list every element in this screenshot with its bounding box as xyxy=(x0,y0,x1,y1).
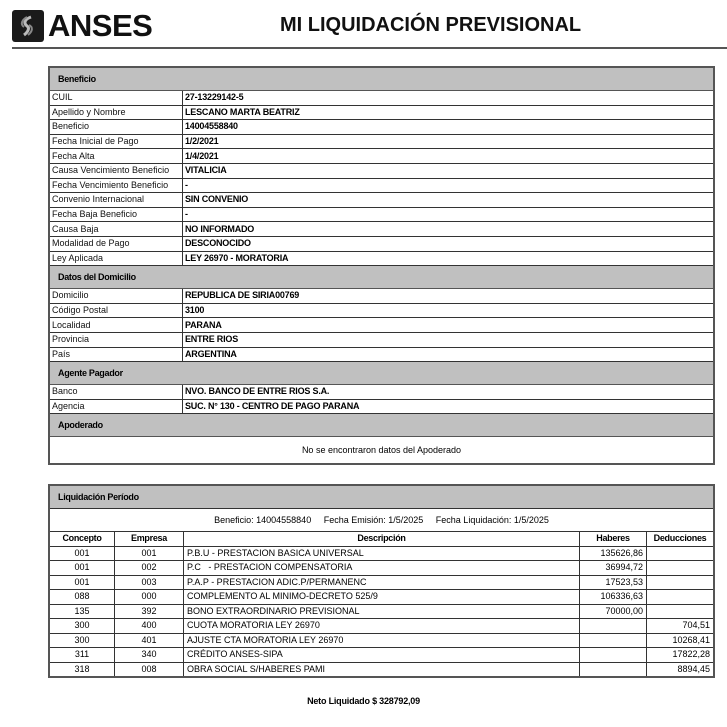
info-row xyxy=(49,105,714,120)
field-value: LESCANO MARTA BEATRIZ xyxy=(183,105,715,120)
cell-deducciones xyxy=(647,561,715,576)
cell-haberes xyxy=(580,648,647,663)
field-label: País xyxy=(49,347,183,362)
section-header-apoderado xyxy=(49,414,714,437)
column-header-haberes: Haberes xyxy=(580,532,647,547)
section-header-agente xyxy=(49,362,714,385)
liquidation-table xyxy=(48,484,715,678)
document-header xyxy=(0,0,727,50)
info-row xyxy=(49,332,714,347)
liquidation-row xyxy=(49,575,714,590)
section-title: Datos del Domicilio xyxy=(49,266,714,289)
cell-descripcion: AJUSTE CTA MORATORIA LEY 26970 xyxy=(184,633,580,648)
cell-empresa: 400 xyxy=(115,619,184,634)
info-row xyxy=(49,347,714,362)
beneficiary-info-table xyxy=(48,66,715,465)
field-label: Provincia xyxy=(49,332,183,347)
cell-descripcion: COMPLEMENTO AL MINIMO-DECRETO 525/9 xyxy=(184,590,580,605)
field-label: Beneficio xyxy=(49,120,183,135)
cell-empresa: 401 xyxy=(115,633,184,648)
field-value: LEY 26970 - MORATORIA xyxy=(183,251,715,266)
cell-empresa: 000 xyxy=(115,590,184,605)
info-row xyxy=(49,178,714,193)
field-value: NVO. BANCO DE ENTRE RIOS S.A. xyxy=(183,385,715,400)
cell-haberes: 70000,00 xyxy=(580,604,647,619)
field-value: 27-13229142-5 xyxy=(183,91,715,106)
field-label: Domicilio xyxy=(49,289,183,304)
field-label: Modalidad de Pago xyxy=(49,236,183,251)
field-value: SUC. N° 130 - CENTRO DE PAGO PARANA xyxy=(183,399,715,414)
info-row xyxy=(49,134,714,149)
section-header-beneficio xyxy=(49,67,714,91)
cell-concepto: 300 xyxy=(49,619,115,634)
liquidation-row xyxy=(49,648,714,663)
liquidation-row xyxy=(49,590,714,605)
field-value: 1/4/2021 xyxy=(183,149,715,164)
cell-descripcion: CRÉDITO ANSES-SIPA xyxy=(184,648,580,663)
field-label: Código Postal xyxy=(49,303,183,318)
info-row xyxy=(49,163,714,178)
cell-descripcion: BONO EXTRAORDINARIO PREVISIONAL xyxy=(184,604,580,619)
cell-concepto: 318 xyxy=(49,662,115,677)
cell-deducciones: 17822,28 xyxy=(647,648,715,663)
info-row xyxy=(49,207,714,222)
liquidation-row xyxy=(49,561,714,576)
anses-logo xyxy=(12,8,152,44)
cell-deducciones: 10268,41 xyxy=(647,633,715,648)
cell-deducciones: 8894,45 xyxy=(647,662,715,677)
field-value: PARANA xyxy=(183,318,715,333)
field-value: DESCONOCIDO xyxy=(183,236,715,251)
cell-concepto: 001 xyxy=(49,561,115,576)
cell-concepto: 001 xyxy=(49,546,115,561)
section-title: Agente Pagador xyxy=(49,362,714,385)
logo-text: ANSES xyxy=(48,8,153,43)
field-label: Agencia xyxy=(49,399,183,414)
cell-concepto: 088 xyxy=(49,590,115,605)
info-row xyxy=(49,193,714,208)
info-row xyxy=(49,236,714,251)
cell-descripcion: CUOTA MORATORIA LEY 26970 xyxy=(184,619,580,634)
field-label: Fecha Alta xyxy=(49,149,183,164)
cell-deducciones xyxy=(647,546,715,561)
field-label: Convenio Internacional xyxy=(49,193,183,208)
liquidation-row xyxy=(49,604,714,619)
cell-descripcion: P.A.P - PRESTACION ADIC.P/PERMANENC xyxy=(184,575,580,590)
cell-haberes: 106336,63 xyxy=(580,590,647,605)
info-row xyxy=(49,399,714,414)
column-header-concepto: Concepto xyxy=(49,532,115,547)
field-value: ARGENTINA xyxy=(183,347,715,362)
cell-descripcion: OBRA SOCIAL S/HABERES PAMI xyxy=(184,662,580,677)
cell-empresa: 392 xyxy=(115,604,184,619)
cell-empresa: 340 xyxy=(115,648,184,663)
section-title: Apoderado xyxy=(49,414,714,437)
header-divider xyxy=(12,47,727,49)
liquidation-row xyxy=(49,633,714,648)
fecha-emision: Fecha Emisión: 1/5/2025 xyxy=(323,514,424,525)
field-label: Causa Baja xyxy=(49,222,183,237)
field-value: ENTRE RIOS xyxy=(183,332,715,347)
section-title: Beneficio xyxy=(49,67,714,91)
cell-empresa: 001 xyxy=(115,546,184,561)
field-label: Banco xyxy=(49,385,183,400)
cell-deducciones xyxy=(647,590,715,605)
column-headers xyxy=(49,532,714,547)
field-label: Apellido y Nombre xyxy=(49,105,183,120)
field-value: - xyxy=(183,207,715,222)
field-value: 1/2/2021 xyxy=(183,134,715,149)
column-header-empresa: Empresa xyxy=(115,532,184,547)
cell-deducciones xyxy=(647,575,715,590)
net-amount: Neto Liquidado $ 328792,09 xyxy=(307,696,420,706)
cell-haberes: 36994,72 xyxy=(580,561,647,576)
empty-message: No se encontraron datos del Apoderado xyxy=(49,437,714,465)
cell-concepto: 001 xyxy=(49,575,115,590)
document-title: MI LIQUIDACIÓN PREVISIONAL xyxy=(280,14,582,36)
info-row xyxy=(49,385,714,400)
cell-concepto: 300 xyxy=(49,633,115,648)
cell-deducciones: 704,51 xyxy=(647,619,715,634)
cell-haberes: 135626,86 xyxy=(580,546,647,561)
field-label: Fecha Inicial de Pago xyxy=(49,134,183,149)
info-row xyxy=(49,222,714,237)
field-label: Localidad xyxy=(49,318,183,333)
cell-descripcion: P.C - PRESTACION COMPENSATORIA xyxy=(184,561,580,576)
field-value: - xyxy=(183,178,715,193)
field-value: REPUBLICA DE SIRIA00769 xyxy=(183,289,715,304)
cell-empresa: 002 xyxy=(115,561,184,576)
cell-haberes xyxy=(580,662,647,677)
cell-descripcion: P.B.U - PRESTACION BASICA UNIVERSAL xyxy=(184,546,580,561)
section-header-liquidacion xyxy=(49,485,714,509)
field-label: Fecha Vencimiento Beneficio xyxy=(49,178,183,193)
anses-emblem-icon xyxy=(12,10,44,42)
info-row xyxy=(49,120,714,135)
info-row xyxy=(49,149,714,164)
field-value: NO INFORMADO xyxy=(183,222,715,237)
cell-concepto: 135 xyxy=(49,604,115,619)
cell-concepto: 311 xyxy=(49,648,115,663)
cell-haberes: 17523,53 xyxy=(580,575,647,590)
fecha-liquidacion: Fecha Liquidación: 1/5/2025 xyxy=(435,514,549,525)
column-header-deducciones: Deducciones xyxy=(647,532,715,547)
field-value: VITALICIA xyxy=(183,163,715,178)
cell-deducciones xyxy=(647,604,715,619)
field-value: 3100 xyxy=(183,303,715,318)
field-value: 14004558840 xyxy=(183,120,715,135)
beneficio-number: Beneficio: 14004558840 xyxy=(214,514,312,525)
field-label: CUIL xyxy=(49,91,183,106)
liquidation-row xyxy=(49,662,714,677)
section-title: Liquidación Período xyxy=(49,485,714,509)
apoderado-empty-row xyxy=(49,437,714,465)
cell-haberes xyxy=(580,619,647,634)
field-label: Ley Aplicada xyxy=(49,251,183,266)
field-label: Causa Vencimiento Beneficio xyxy=(49,163,183,178)
cell-empresa: 003 xyxy=(115,575,184,590)
cell-haberes xyxy=(580,633,647,648)
column-header-descripcion: Descripción xyxy=(184,532,580,547)
info-row xyxy=(49,251,714,266)
field-value: SIN CONVENIO xyxy=(183,193,715,208)
liquidation-row xyxy=(49,619,714,634)
liquidation-row xyxy=(49,546,714,561)
info-row xyxy=(49,289,714,304)
cell-empresa: 008 xyxy=(115,662,184,677)
info-row xyxy=(49,91,714,106)
info-row xyxy=(49,303,714,318)
liquidation-summary xyxy=(49,509,714,532)
section-header-domicilio xyxy=(49,266,714,289)
field-label: Fecha Baja Beneficio xyxy=(49,207,183,222)
info-row xyxy=(49,318,714,333)
